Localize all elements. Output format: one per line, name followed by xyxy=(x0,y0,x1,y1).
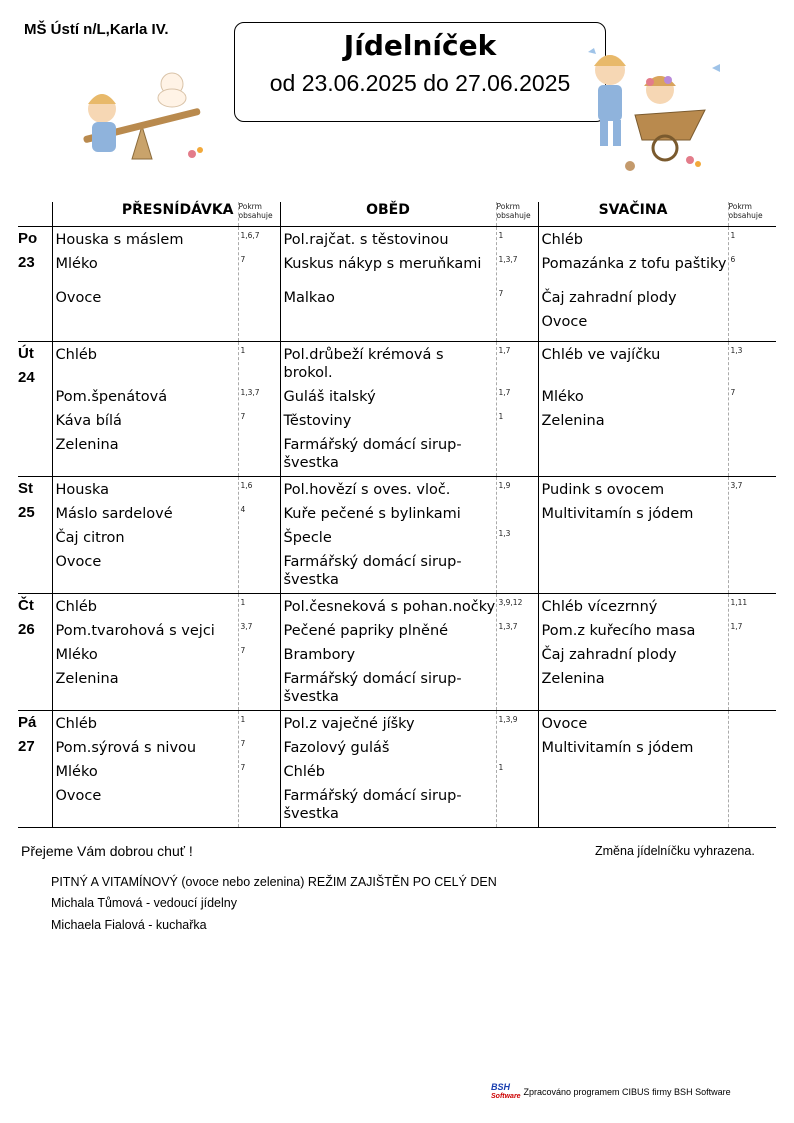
day-date: 24 xyxy=(18,369,35,386)
lunch-item: Farmářský domácí sirup-švestka xyxy=(283,671,462,705)
snack1-allergens xyxy=(239,670,280,706)
snack2-item xyxy=(539,436,728,472)
day-label xyxy=(18,342,52,477)
lunch-allergens: 1 xyxy=(498,412,504,421)
header-allergens-3: Pokrm obsahuje xyxy=(728,202,776,227)
lunch-allergens-column xyxy=(496,342,538,477)
snack2-item: Multivitamín s jódem xyxy=(541,740,694,756)
snack1-item-column xyxy=(52,227,238,342)
day-row xyxy=(18,227,776,342)
header-lunch: OBĚD xyxy=(280,202,496,227)
snack2-allergens xyxy=(729,739,777,763)
snack2-item xyxy=(539,763,728,787)
snack1-allergens: 1 xyxy=(240,598,246,607)
lunch-item: Fazolový guláš xyxy=(283,740,390,756)
snack2-item: Mléko xyxy=(541,389,584,405)
lunch-item: Pol.česneková s pohan.nočky xyxy=(283,599,496,615)
snack2-allergens xyxy=(729,529,777,553)
snack2-allergens xyxy=(729,505,777,529)
snack1-allergens-column xyxy=(238,594,280,711)
snack2-item: Chléb vícezrnný xyxy=(541,599,658,615)
snack2-allergens-column xyxy=(728,594,776,711)
bsh-logo: BSH Software xyxy=(491,1082,521,1100)
lunch-item-column xyxy=(280,711,496,828)
snack1-item: Pom.tvarohová s vejci xyxy=(55,623,215,639)
lunch-allergens-column xyxy=(496,594,538,711)
snack1-item: Ovoce xyxy=(55,788,102,804)
header-snack1: PŘESNÍDÁVKA xyxy=(52,202,238,227)
snack2-allergens xyxy=(729,313,777,337)
snack2-item: Čaj zahradní plody xyxy=(541,647,677,663)
lunch-item-column xyxy=(280,594,496,711)
snack1-item: Mléko xyxy=(55,764,98,780)
snack2-allergens xyxy=(729,289,777,313)
snack2-allergens-column xyxy=(728,227,776,342)
software-credit-text: Zpracováno programem CIBUS firmy BSH Software xyxy=(523,1087,731,1097)
title-box xyxy=(234,22,606,122)
lunch-allergens: 7 xyxy=(498,289,504,298)
snack1-allergens: 3,7 xyxy=(240,622,253,631)
snack1-item-column xyxy=(52,594,238,711)
lunch-item-column xyxy=(280,477,496,594)
lunch-item: Těstoviny xyxy=(283,413,352,429)
snack1-item-column xyxy=(52,477,238,594)
lunch-allergens: 1,3,7 xyxy=(498,255,518,264)
day-row xyxy=(18,342,776,477)
lunch-allergens: 1,9 xyxy=(498,481,511,490)
day-name: Pá xyxy=(18,714,37,731)
snack1-allergens: 1,3,7 xyxy=(240,388,260,397)
snack2-allergens xyxy=(729,715,777,739)
snack2-allergens xyxy=(729,553,777,589)
snack2-item-column xyxy=(538,342,728,477)
snack1-item: Čaj citron xyxy=(55,530,125,546)
snack1-allergens xyxy=(239,436,280,472)
snack2-item: Pom.z kuřecího masa xyxy=(541,623,696,639)
manager-name: Michala Tůmová - vedoucí jídelny xyxy=(51,896,237,910)
snack2-item: Ovoce xyxy=(541,314,588,330)
lunch-item: Kuskus nákyp s meruňkami xyxy=(283,256,482,272)
day-date: 25 xyxy=(18,504,35,521)
lunch-item: Farmářský domácí sirup-švestka xyxy=(283,788,462,822)
snack1-item: Ovoce xyxy=(55,554,102,570)
lunch-item-column xyxy=(280,227,496,342)
snack1-allergens-column xyxy=(238,711,280,828)
snack2-allergens xyxy=(729,670,777,706)
snack1-item: Káva bílá xyxy=(55,413,122,429)
snack2-item-column xyxy=(538,711,728,828)
snack1-allergens xyxy=(239,787,280,823)
snack1-item: Houska xyxy=(55,482,110,498)
day-date: 27 xyxy=(18,738,35,755)
snack1-item-column xyxy=(52,342,238,477)
header-allergens-2: Pokrm obsahuje xyxy=(496,202,538,227)
snack2-item xyxy=(539,787,728,823)
lunch-allergens xyxy=(497,436,538,472)
snack2-item: Pomazánka z tofu paštiky xyxy=(541,256,727,272)
snack1-allergens: 1,6 xyxy=(240,481,253,490)
snack1-allergens: 7 xyxy=(240,255,246,264)
lunch-item: Pol.hovězí s oves. vloč. xyxy=(283,482,451,498)
day-name: St xyxy=(18,480,33,497)
snack1-item: Chléb xyxy=(55,716,97,732)
lunch-item: Špecle xyxy=(283,530,332,546)
snack2-item-column xyxy=(538,477,728,594)
snack2-allergens xyxy=(729,763,777,787)
snack1-item: Pom.špenátová xyxy=(55,389,168,405)
snack2-item: Chléb ve vajíčku xyxy=(541,347,661,363)
snack1-item: Pom.sýrová s nivou xyxy=(55,740,197,756)
snack2-item-column xyxy=(538,594,728,711)
lunch-item: Pol.drůbeží krémová s brokol. xyxy=(283,347,444,381)
lunch-item: Kuře pečené s bylinkami xyxy=(283,506,461,522)
day-label xyxy=(18,227,52,342)
snack2-allergens: 1,11 xyxy=(730,598,748,607)
day-name: Čt xyxy=(18,597,34,614)
lunch-allergens: 1,7 xyxy=(498,346,511,355)
snack2-allergens: 1,3 xyxy=(730,346,743,355)
lunch-allergens-column xyxy=(496,227,538,342)
lunch-allergens-column xyxy=(496,711,538,828)
snack2-allergens: 1,7 xyxy=(730,622,743,631)
lunch-allergens xyxy=(497,739,538,763)
change-notice: Změna jídelníčku vyhrazena. xyxy=(595,844,755,858)
lunch-allergens xyxy=(497,787,538,823)
wheelbarrow-kids-illustration xyxy=(580,40,730,185)
snack2-item xyxy=(539,553,728,589)
snack1-allergens xyxy=(239,529,280,553)
lunch-item-column xyxy=(280,342,496,477)
day-row xyxy=(18,594,776,711)
day-label xyxy=(18,477,52,594)
day-date: 23 xyxy=(18,254,35,271)
snack1-item: Máslo sardelové xyxy=(55,506,173,522)
snack2-item: Chléb xyxy=(541,232,583,248)
snack1-allergens: 1 xyxy=(240,715,246,724)
lunch-item: Guláš italský xyxy=(283,389,376,405)
snack1-allergens xyxy=(239,289,280,313)
snack2-allergens xyxy=(729,787,777,823)
snack1-item: Chléb xyxy=(55,347,97,363)
snack1-item: Mléko xyxy=(55,256,98,272)
day-label xyxy=(18,711,52,828)
snack1-allergens: 1 xyxy=(240,346,246,355)
lunch-allergens xyxy=(497,553,538,589)
snack1-item: Mléko xyxy=(55,647,98,663)
lunch-allergens: 1,7 xyxy=(498,388,511,397)
header-snack2: SVAČINA xyxy=(538,202,728,227)
software-credit xyxy=(491,1083,731,1101)
lunch-allergens xyxy=(497,670,538,706)
snack2-allergens xyxy=(729,412,777,436)
lunch-item: Chléb xyxy=(283,764,325,780)
snack2-item: Zelenina xyxy=(541,413,605,429)
lunch-allergens: 3,9,12 xyxy=(498,598,523,607)
snack1-allergens-column xyxy=(238,227,280,342)
snack1-item xyxy=(53,313,238,337)
day-name: Po xyxy=(18,230,38,247)
snack2-allergens-column xyxy=(728,342,776,477)
snack1-item: Houska s máslem xyxy=(55,232,184,248)
cook-name: Michaela Fialová - kuchařka xyxy=(51,918,207,932)
snack1-item: Chléb xyxy=(55,599,97,615)
menu-table xyxy=(18,202,776,828)
lunch-allergens: 1,3,7 xyxy=(498,622,518,631)
lunch-allergens: 1,3 xyxy=(498,529,511,538)
snack1-allergens: 7 xyxy=(240,646,246,655)
lunch-item: Brambory xyxy=(283,647,356,663)
header-allergens-1: Pokrm obsahuje xyxy=(238,202,280,227)
lunch-allergens xyxy=(497,646,538,670)
snack2-allergens: 7 xyxy=(730,388,736,397)
lunch-item: Pol.z vaječné jíšky xyxy=(283,716,415,732)
page-title: Jídelníček xyxy=(343,29,497,62)
snack2-item: Multivitamín s jódem xyxy=(541,506,694,522)
seesaw-kids-illustration xyxy=(72,64,212,174)
snack2-allergens: 6 xyxy=(730,255,736,264)
snack1-allergens-column xyxy=(238,477,280,594)
snack1-allergens: 7 xyxy=(240,763,246,772)
snack2-allergens: 3,7 xyxy=(730,481,743,490)
day-label xyxy=(18,594,52,711)
snack1-item: Zelenina xyxy=(55,437,119,453)
lunch-allergens: 1,3,9 xyxy=(498,715,518,724)
lunch-allergens: 1 xyxy=(498,231,504,240)
lunch-allergens: 1 xyxy=(498,763,504,772)
snack1-item: Zelenina xyxy=(55,671,119,687)
snack1-allergens: 7 xyxy=(240,739,246,748)
snack2-allergens-column xyxy=(728,711,776,828)
snack2-item: Ovoce xyxy=(541,716,588,732)
snack1-item-column xyxy=(52,711,238,828)
snack2-allergens-column xyxy=(728,477,776,594)
snack1-allergens xyxy=(239,553,280,589)
snack2-allergens: 1 xyxy=(730,231,736,240)
snack1-allergens: 1,6,7 xyxy=(240,231,260,240)
snack2-item: Pudink s ovocem xyxy=(541,482,665,498)
lunch-item: Farmářský domácí sirup-švestka xyxy=(283,437,462,471)
lunch-allergens xyxy=(497,313,538,337)
snack1-allergens: 4 xyxy=(240,505,246,514)
snack2-item xyxy=(539,529,728,553)
snack1-item: Ovoce xyxy=(55,290,102,306)
day-row xyxy=(18,477,776,594)
school-name: MŠ Ústí n/L,Karla IV. xyxy=(24,21,169,38)
snack1-allergens-column xyxy=(238,342,280,477)
lunch-allergens xyxy=(497,505,538,529)
drink-regime-note: PITNÝ A VITAMÍNOVÝ (ovoce nebo zelenina) REŽIM ZAJIŠTĚN PO CELÝ DEN xyxy=(51,875,497,889)
snack2-item-column xyxy=(538,227,728,342)
snack2-item: Zelenina xyxy=(541,671,605,687)
snack2-allergens xyxy=(729,646,777,670)
date-range: od 23.06.2025 do 27.06.2025 xyxy=(269,70,571,96)
snack1-allergens xyxy=(239,313,280,337)
lunch-allergens-column xyxy=(496,477,538,594)
day-date: 26 xyxy=(18,621,35,638)
lunch-item: Malkao xyxy=(283,290,335,306)
snack1-allergens: 7 xyxy=(240,412,246,421)
snack2-item: Čaj zahradní plody xyxy=(541,290,677,306)
lunch-item xyxy=(281,313,496,337)
lunch-item: Pečené papriky plněné xyxy=(283,623,449,639)
menu-days xyxy=(18,227,776,828)
snack2-allergens xyxy=(729,436,777,472)
lunch-item: Pol.rajčat. s těstovinou xyxy=(283,232,449,248)
wish-text: Přejeme Vám dobrou chuť ! xyxy=(21,843,193,859)
day-name: Út xyxy=(18,345,34,362)
day-row xyxy=(18,711,776,828)
lunch-item: Farmářský domácí sirup-švestka xyxy=(283,554,462,588)
